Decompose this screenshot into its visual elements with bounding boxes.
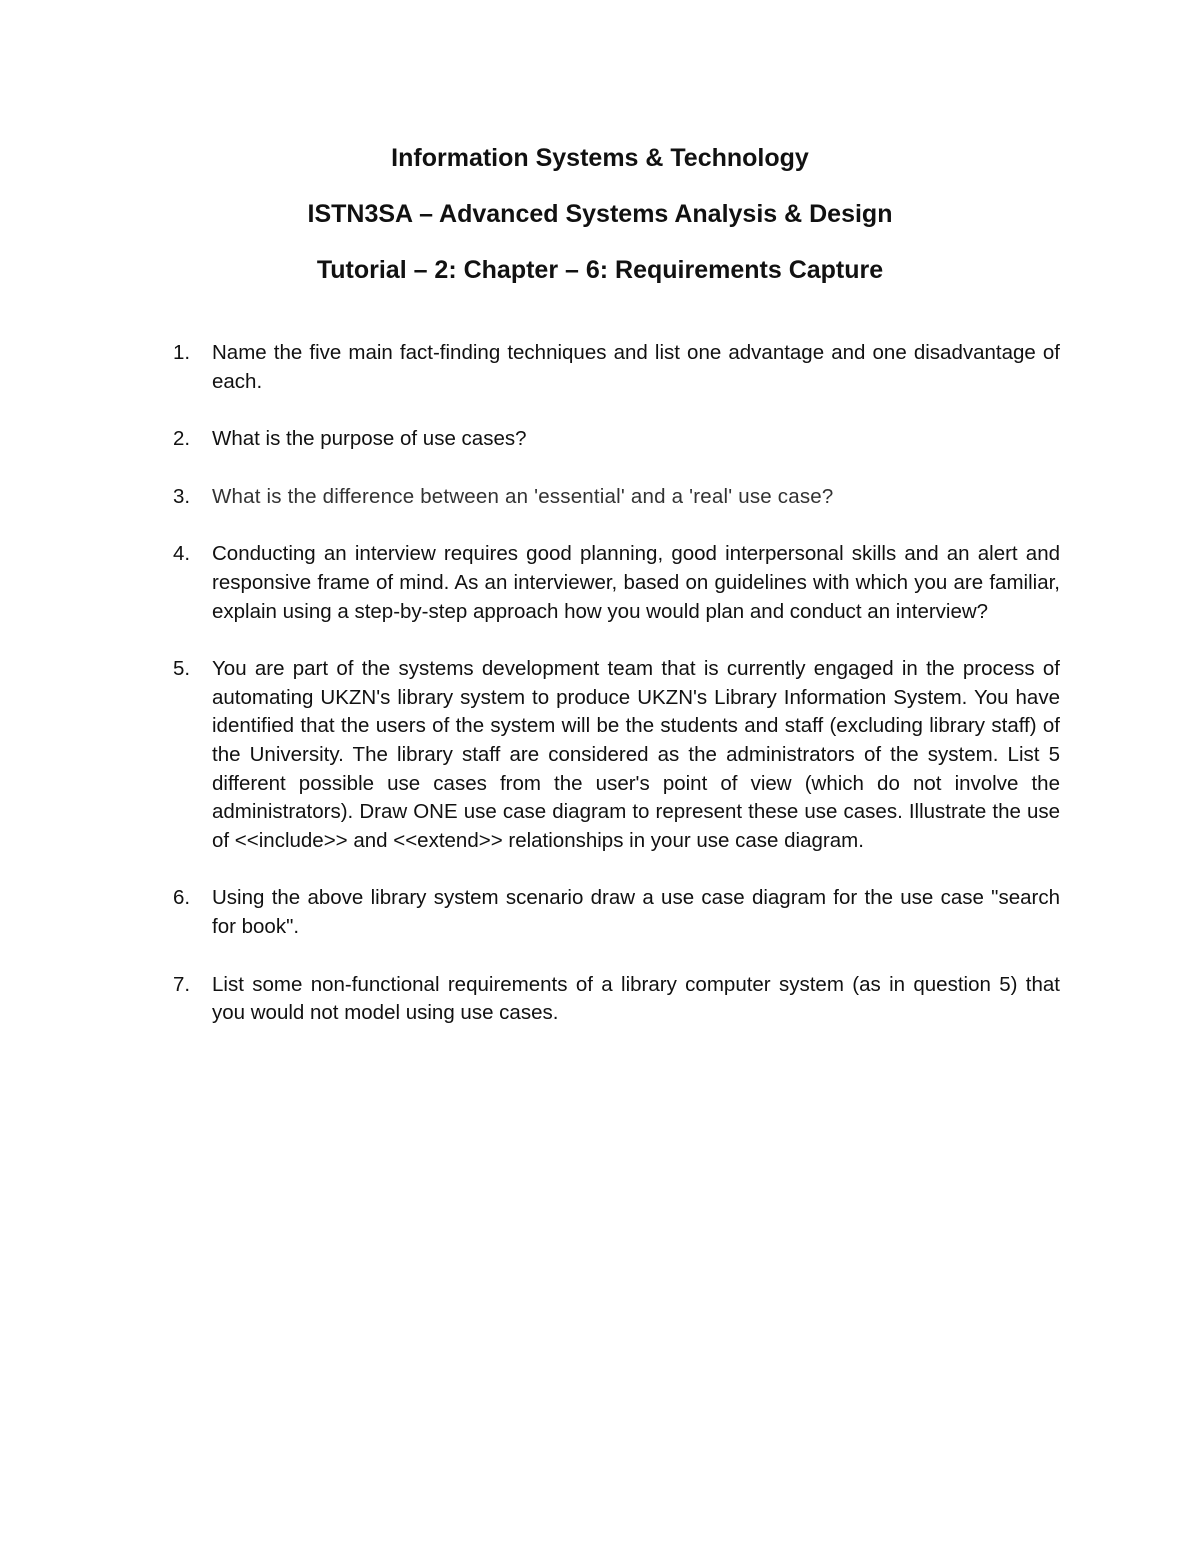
question-item [170,655,1060,855]
question-number: 1. [173,341,191,364]
question-item [170,971,1060,1028]
question-text: Using the above library system scenario draw a use case diagram for the use case "search for book". [212,886,1060,938]
document-header [0,140,1200,308]
question-item [170,339,1060,396]
question-text: You are part of the systems development team that is currently engaged in the process of automating UKZN's library system to produce UKZN's Library Information System. You have identified that the users of the system will be the students and staff (excluding library staff) of the University. The library staff are considered as the administrators of the system. List 5 different possible use cases from the user's point of view (which do not involve the administrators). Draw ONE use case diagram to represent these use cases. Illustrate the use of <<include>> and <<extend>> relationships in your use case diagram. [212,657,1060,852]
question-text: Name the five main fact-finding techniques and list one advantage and one disadvantage of each. [212,341,1060,393]
department-title: Information Systems & Technology [391,144,809,172]
course-title: ISTN3SA – Advanced Systems Analysis & Design [307,200,893,228]
tutorial-title: Tutorial – 2: Chapter – 6: Requirements Capture [316,256,884,284]
question-item [170,540,1060,626]
question-number: 2. [173,427,191,451]
question-text: Conducting an interview requires good planning, good interpersonal skills and an alert and responsive frame of mind. As an interviewer, based on guidelines with which you are familiar, explain using a step-by-step approach how you would plan and conduct an interview? [212,542,1060,623]
question-number: 6. [173,886,191,910]
question-number: 3. [173,484,191,508]
question-item [170,483,1060,512]
question-item [170,884,1060,941]
question-text: List some non-functional requirements of a library computer system (as in question 5) that you would not model using use cases. [212,972,1060,1025]
question-number: 5. [173,657,191,681]
question-text: What is the difference between an 'essential' and a 'real' use case? [212,484,834,508]
question-item [170,425,1060,454]
question-text: What is the purpose of use cases? [212,427,527,451]
question-number: 4. [173,542,191,566]
question-list [170,339,1060,1057]
question-number: 7. [173,972,191,996]
